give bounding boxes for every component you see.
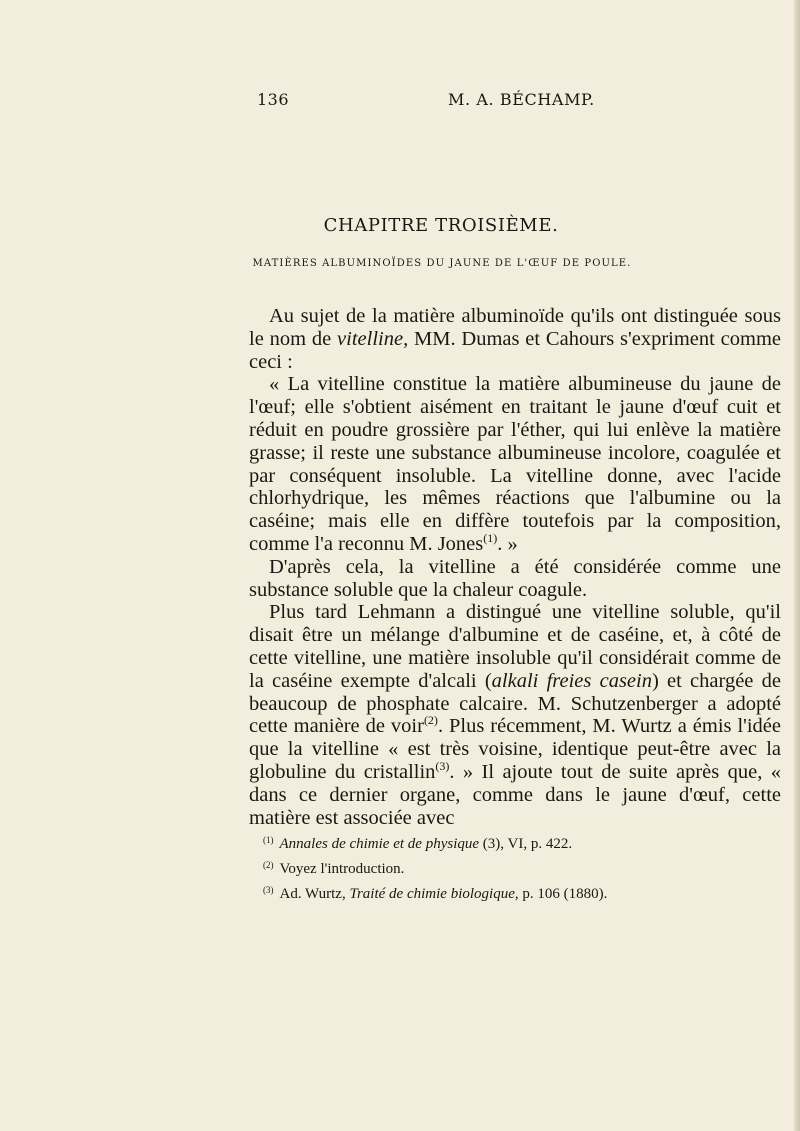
chapter-subtitle: MATIÈRES ALBUMINOÏDES DU JAUNE DE L'ŒUF DE POULE. [252, 258, 632, 269]
footnotes [263, 830, 783, 905]
paragraph-1: Au sujet de la matière albuminoïde qu'ils ont distinguée sous le nom de vitelline, MM. Dumas et Cahours s'expriment comme ceci : [249, 305, 781, 373]
paragraph-2: « La vitelline constitue la matière albumineuse du jaune de l'œuf; elle s'obtient aisément en traitant le jaune d'œuf cuit et réduit en poudre grossière par l'éther, qui lui enlève la matière grasse; il reste une substance albumineuse incolore, coagulée et par conséquent insoluble. La vitelline donne, avec l'acide chlorhydrique, les mêmes réactions que l'albumine ou la caséine; mais elle en diffère toutefois par la composition, comme l'a reconnu M. Jones$^{(1)}$. » [249, 373, 781, 555]
paragraph-4: Plus tard Lehmann a distingué une vitelline soluble, qu'il disait être un mélange d'albumine et de caséine, et, à côté de cette vitelline, une matière insoluble qu'il considérait comme de la caséine exempte d'alcali (alkali freies casein) et chargée de beaucoup de phosphate calcaire. M. Schutzenberger a adopté cette manière de voir$^{(2)}$. Plus récemment, M. Wurtz a émis l'idée que la vitelline « est très voisine, identique peut-être avec la globuline du cristallin$^{(3)}$. » Il ajoute tout de suite après que, « dans ce dernier organe, comme dans le jaune d'œuf, cette matière est associée avec [249, 601, 781, 829]
page-number: 136 [257, 90, 290, 109]
chapter-title: CHAPITRE TROISIÈME. [323, 215, 559, 236]
footnote-1: $^{(1)}$ Annales de chimie et de physique (3), VI, p. 422. [263, 835, 573, 852]
page-edge [794, 0, 800, 1131]
footnote-ref-1[interactable]: (1) [483, 530, 498, 545]
footnote-3: $^{(3)}$ Ad. Wurtz, Traité de chimie biologique, p. 106 (1880). [263, 885, 608, 902]
body-text [249, 305, 781, 829]
footnote-ref-2[interactable]: (2) [423, 713, 438, 728]
paragraph-3: D'après cela, la vitelline a été considérée comme une substance soluble que la chaleur coagule. [249, 555, 781, 601]
footnote-ref-3[interactable]: (3) [435, 758, 450, 773]
footnote-2: $^{(2)}$ Voyez l'introduction. [263, 860, 405, 877]
running-title: M. A. BÉCHAMP. [448, 90, 595, 109]
